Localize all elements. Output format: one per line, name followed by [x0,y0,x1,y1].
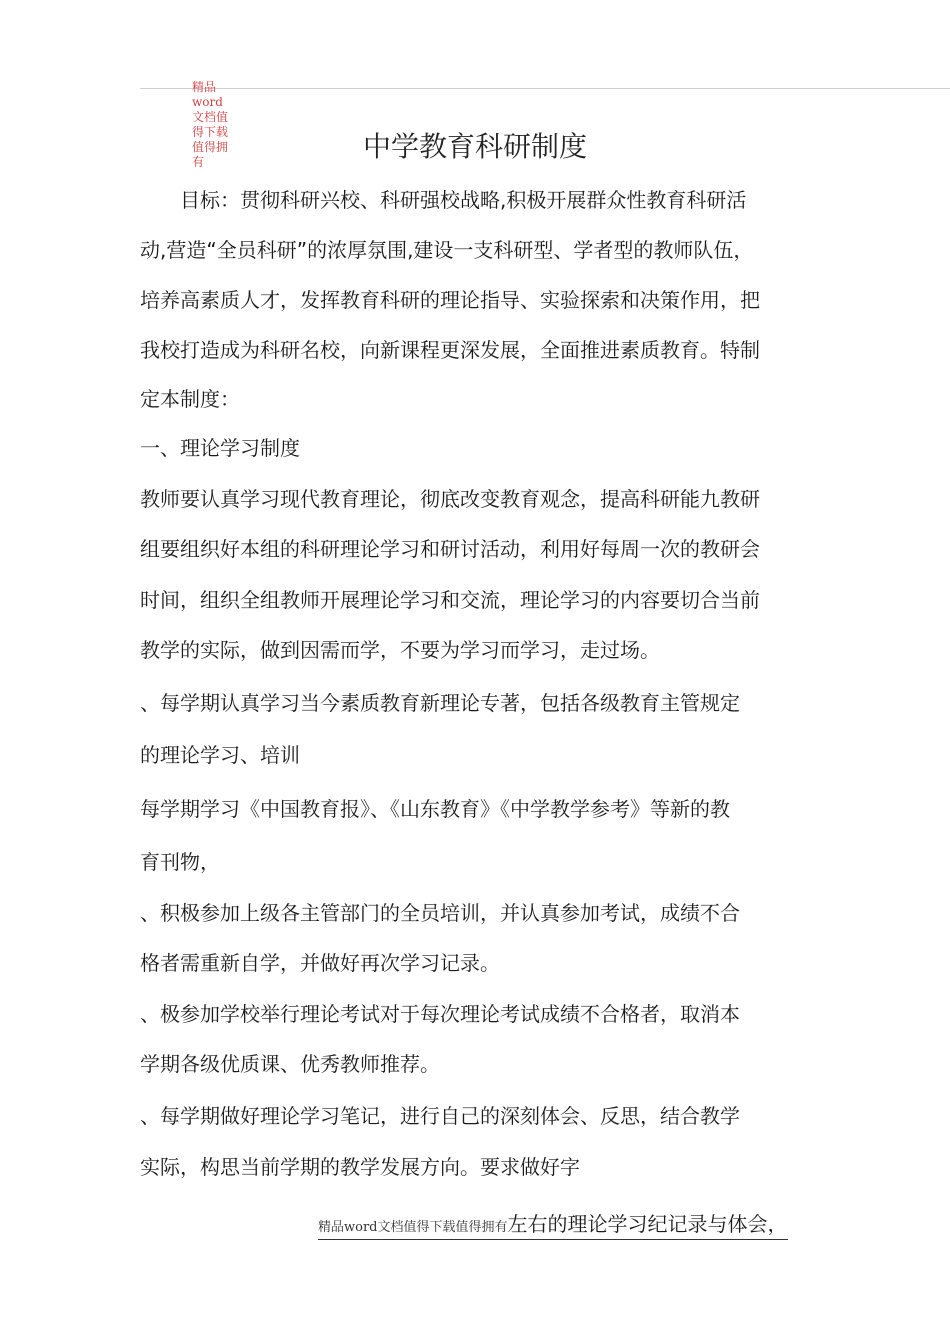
body-line: 学期各级优质课、优秀教师推荐。 [140,1052,440,1076]
footer-body-text: 左右的理论学习纪记录与体会， [507,1212,788,1236]
section-heading: 一、理论学习制度 [140,436,300,460]
body-line: 格者需重新自学，并做好再次学习记录。 [140,951,500,975]
body-line: 、每学期做好理论学习笔记，进行自己的深刻体会、反思，结合教学 [140,1104,740,1128]
body-line: 目标：贯彻科研兴校、科研强校战略,积极开展群众性教育科研活 [140,188,747,212]
body-line: 、积极参加上级各主管部门的全员培训，并认真参加考试，成绩不合 [140,901,740,925]
body-line: 教师要认真学习现代教育理论，彻底改变教育观念，提高科研能九教研 [140,487,760,511]
footer-underline [318,1208,788,1240]
body-line: 定本制度： [140,387,240,411]
body-line: 的理论学习、培训 [140,743,300,767]
body-line: 我校打造成为科研名校，向新课程更深发展，全面推进素质教育。特制 [140,338,760,362]
watermark-line: 文档值 [192,110,229,124]
page-footer [318,1208,818,1240]
watermark-line: word [192,95,223,109]
body-line: 时间，组织全组教师开展理论学习和交流，理论学习的内容要切合当前 [140,588,760,612]
footer-watermark-text: 精品word文档值得下载值得拥有 [318,1220,508,1235]
watermark-line: 精品 [192,80,217,94]
body-line: 动,营造“全员科研”的浓厚氛围,建设一支科研型、学者型的教师队伍， [140,238,754,262]
body-line: 实际，构思当前学期的教学发展方向。要求做好字 [140,1155,580,1179]
body-line: 培养高素质人才，发挥教育科研的理论指导、实验探索和决策作用，把 [140,288,760,312]
body-line: 教学的实际，做到因需而学，不要为学习而学习，走过场。 [140,638,660,662]
body-line: 、极参加学校举行理论考试对于每次理论考试成绩不合格者，取消本 [140,1002,740,1026]
body-line: 组要组织好本组的科研理论学习和研讨活动，利用好每周一次的教研会 [140,537,760,561]
body-line: 育刊物， [140,850,220,874]
document-title: 中学教育科研制度 [362,130,587,163]
watermark-line: 得下载 [192,125,229,139]
watermark-line: 值得拥 [192,140,229,154]
watermark-line: 有 [192,155,205,169]
body-line: 、每学期认真学习当今素质教育新理论专著，包括各级教育主管规定 [140,691,740,715]
body-line: 每学期学习《中国教育报》、《山东教育》《中学教学参考》等新的教 [140,797,730,821]
header-rule [140,88,950,89]
